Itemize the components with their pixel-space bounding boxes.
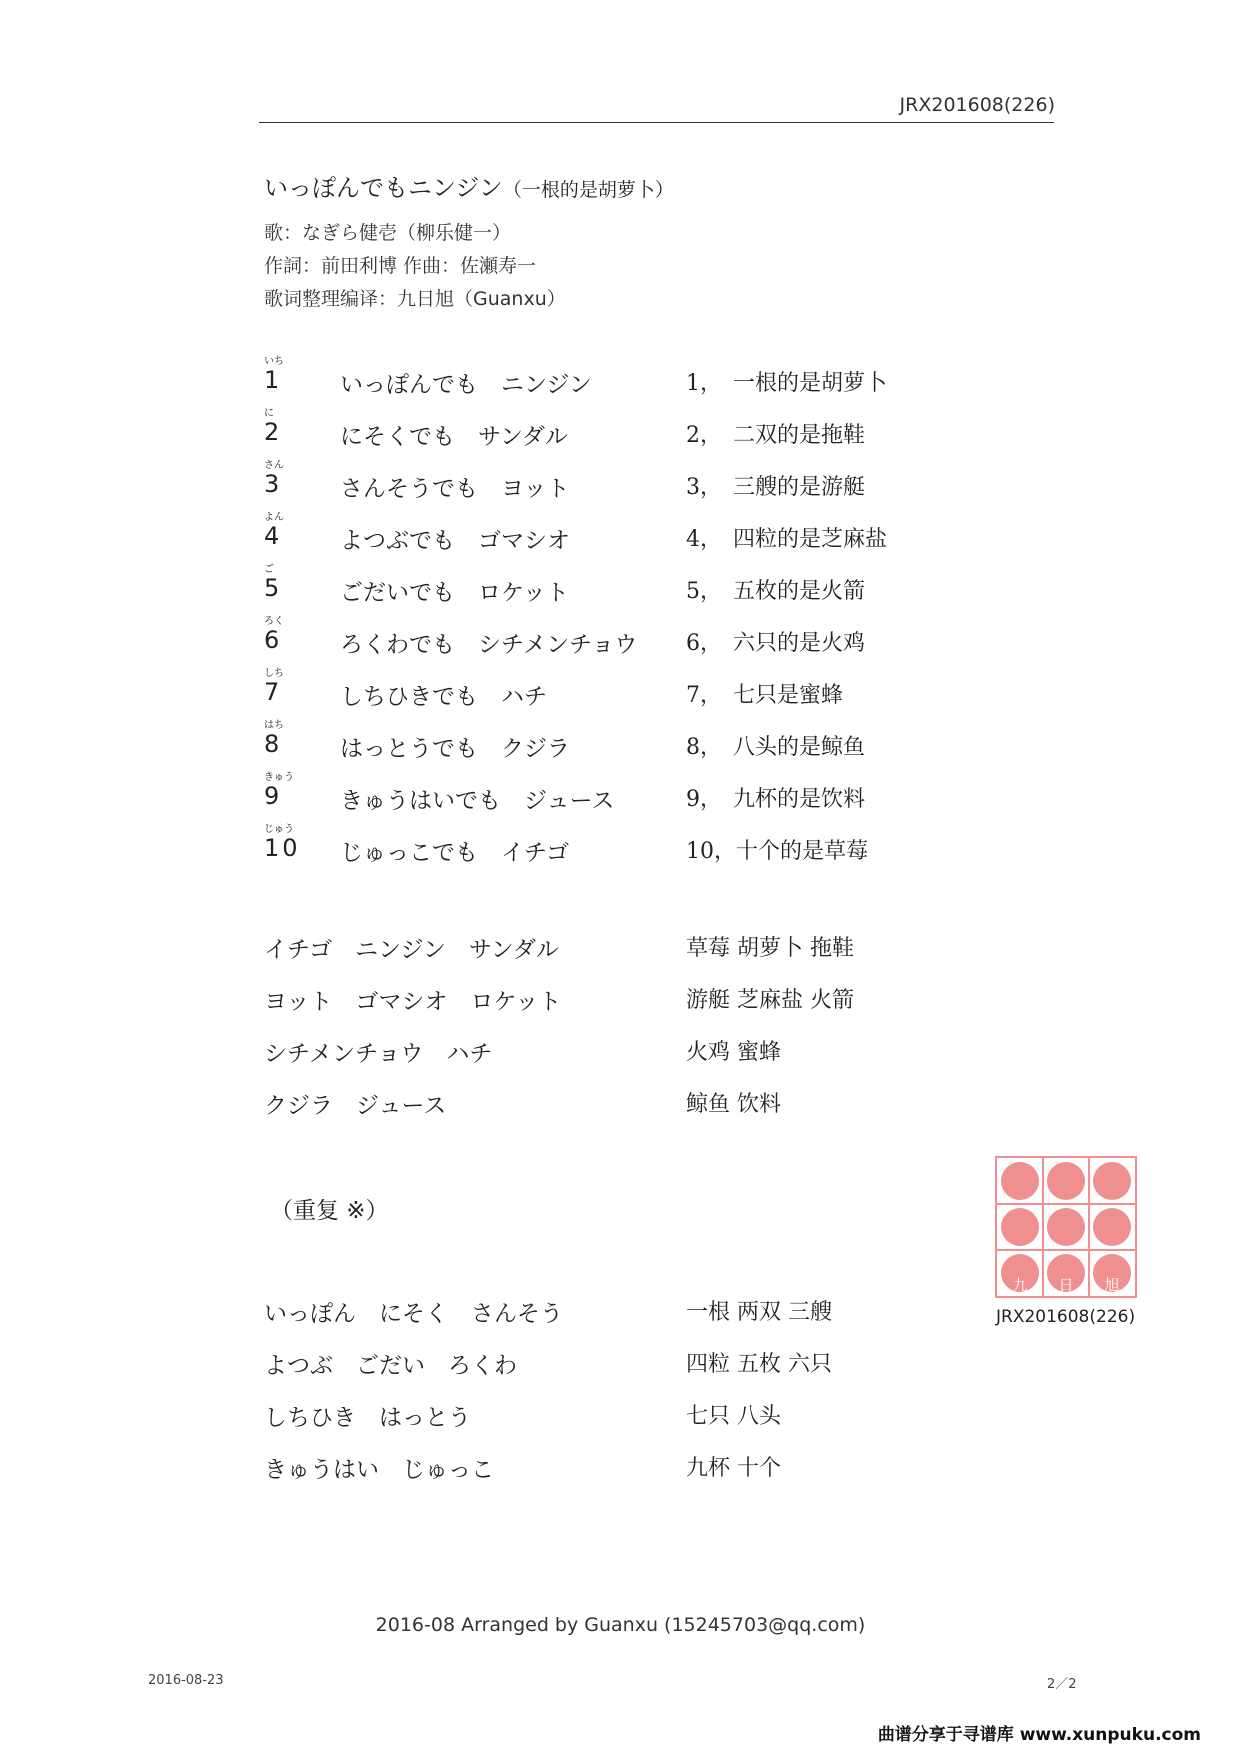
header-code: JRX201608(226): [899, 94, 1055, 116]
ruby: に: [264, 408, 274, 419]
footer-date: 2016-08-23: [148, 1673, 224, 1688]
header-rule: [259, 122, 1054, 123]
song-title-main: いっぽんでもニンジン: [264, 174, 503, 202]
chinese-translation: 2， 二双的是拖鞋: [686, 423, 865, 448]
meta-credits: 作詞：前田利博 作曲：佐瀬寿一: [264, 255, 537, 277]
line-number: 10: [264, 834, 301, 862]
numbered-line: [258, 352, 958, 404]
numbered-line: [258, 612, 958, 664]
chorus-line: [264, 983, 964, 1019]
chinese-translation: 火鸡 蜜蜂: [686, 1040, 781, 1065]
chinese-translation: 10，十个的是草莓: [686, 839, 868, 864]
count-line: [264, 1451, 964, 1487]
chinese-translation: 1， 一根的是胡萝卜: [686, 371, 887, 396]
chinese-translation: 四粒 五枚 六只: [686, 1352, 832, 1377]
repeat-mark: （重复 ※）: [270, 1198, 389, 1224]
numbered-line: [258, 664, 958, 716]
ruby: はち: [264, 720, 284, 731]
japanese-lyric: ろくわでも シチメンチョウ: [340, 632, 638, 658]
japanese-lyric: はっとうでも クジラ: [340, 736, 570, 762]
chinese-translation: 7， 七只是蜜蜂: [686, 683, 843, 708]
chinese-translation: 草莓 胡萝卜 拖鞋: [686, 936, 854, 961]
ruby: じゅう: [264, 824, 294, 835]
japanese-lyric: いっぽんでも ニンジン: [340, 372, 592, 398]
japanese-lyric: イチゴ ニンジン サンダル: [264, 937, 559, 963]
chinese-translation: 九杯 十个: [686, 1456, 781, 1481]
count-line: [264, 1347, 964, 1383]
ruby: ろく: [264, 616, 284, 627]
seal-char: 日: [1058, 1276, 1074, 1294]
japanese-lyric: じゅっこでも イチゴ: [340, 840, 570, 866]
page-number: 2／2: [1047, 1677, 1077, 1692]
line-number: 3: [264, 470, 283, 498]
seal-char: 九: [1012, 1276, 1028, 1294]
chinese-translation: 鲸鱼 饮料: [686, 1092, 781, 1117]
japanese-lyric: クジラ ジュース: [264, 1093, 447, 1119]
line-number: 1: [264, 366, 283, 394]
japanese-lyric: よつぶでも ゴマシオ: [340, 528, 570, 554]
ruby: よん: [264, 512, 284, 523]
count-line: [264, 1399, 964, 1435]
chinese-translation: 游艇 芝麻盐 火箭: [686, 988, 854, 1013]
song-title: [264, 168, 674, 203]
japanese-lyric: きゅうはい じゅっこ: [264, 1457, 494, 1483]
ruby: ご: [264, 564, 274, 575]
seal-code: JRX201608(226): [996, 1307, 1136, 1327]
chinese-translation: 5， 五枚的是火箭: [686, 579, 865, 604]
chinese-translation: 七只 八头: [686, 1404, 781, 1429]
chorus-line: [264, 1087, 964, 1123]
line-number: 9: [264, 782, 283, 810]
chinese-translation: 3， 三艘的是游艇: [686, 475, 865, 500]
numbered-line: [258, 404, 958, 456]
numbered-line: [258, 820, 958, 872]
numbered-line: [258, 560, 958, 612]
site-watermark: 曲谱分享于寻谱库 www.xunpuku.com: [877, 1725, 1201, 1745]
line-number: 7: [264, 678, 283, 706]
japanese-lyric: さんそうでも ヨット: [340, 476, 570, 502]
footer-credit: 2016-08 Arranged by Guanxu (15245703@qq.com): [375, 1614, 866, 1636]
meta-translator: 歌词整理编译：九日旭（Guanxu）: [264, 288, 566, 310]
numbered-line: [258, 716, 958, 768]
ruby: しち: [264, 668, 284, 679]
japanese-lyric: いっぽん にそく さんそう: [264, 1301, 563, 1327]
chinese-translation: 一根 两双 三艘: [686, 1300, 832, 1325]
japanese-lyric: ヨット ゴマシオ ロケット: [264, 989, 562, 1015]
chinese-translation: 8， 八头的是鲸鱼: [686, 735, 865, 760]
chinese-translation: 4， 四粒的是芝麻盐: [686, 527, 887, 552]
line-number: 8: [264, 730, 283, 758]
ruby: さん: [264, 460, 284, 471]
song-title-sub: （一根的是胡萝卜）: [502, 179, 674, 201]
japanese-lyric: しちひき はっとう: [264, 1405, 471, 1431]
chinese-translation: 6， 六只的是火鸡: [686, 631, 865, 656]
numbered-line: [258, 508, 958, 560]
japanese-lyric: よつぶ ごだい ろくわ: [264, 1353, 517, 1379]
chorus-line: [264, 1035, 964, 1071]
count-line: [264, 1295, 964, 1331]
seal-stamp: [995, 1156, 1137, 1298]
line-number: 4: [264, 522, 283, 550]
line-number: 6: [264, 626, 283, 654]
ruby: きゅう: [264, 772, 294, 783]
line-number: 5: [264, 574, 283, 602]
seal-grid-icon: [997, 1158, 1135, 1296]
line-number: 2: [264, 418, 283, 446]
japanese-lyric: にそくでも サンダル: [340, 424, 568, 450]
seal-char: 旭: [1104, 1276, 1120, 1294]
chinese-translation: 9， 九杯的是饮料: [686, 787, 865, 812]
japanese-lyric: きゅうはいでも ジュース: [340, 788, 615, 814]
japanese-lyric: ごだいでも ロケット: [340, 580, 569, 606]
numbered-line: [258, 456, 958, 508]
japanese-lyric: シチメンチョウ ハチ: [264, 1041, 493, 1067]
japanese-lyric: しちひきでも ハチ: [340, 684, 547, 710]
meta-singer: 歌：なぎら健壱（柳乐健一）: [264, 222, 512, 244]
chorus-line: [264, 931, 964, 967]
numbered-line: [258, 768, 958, 820]
ruby: いち: [264, 356, 284, 367]
